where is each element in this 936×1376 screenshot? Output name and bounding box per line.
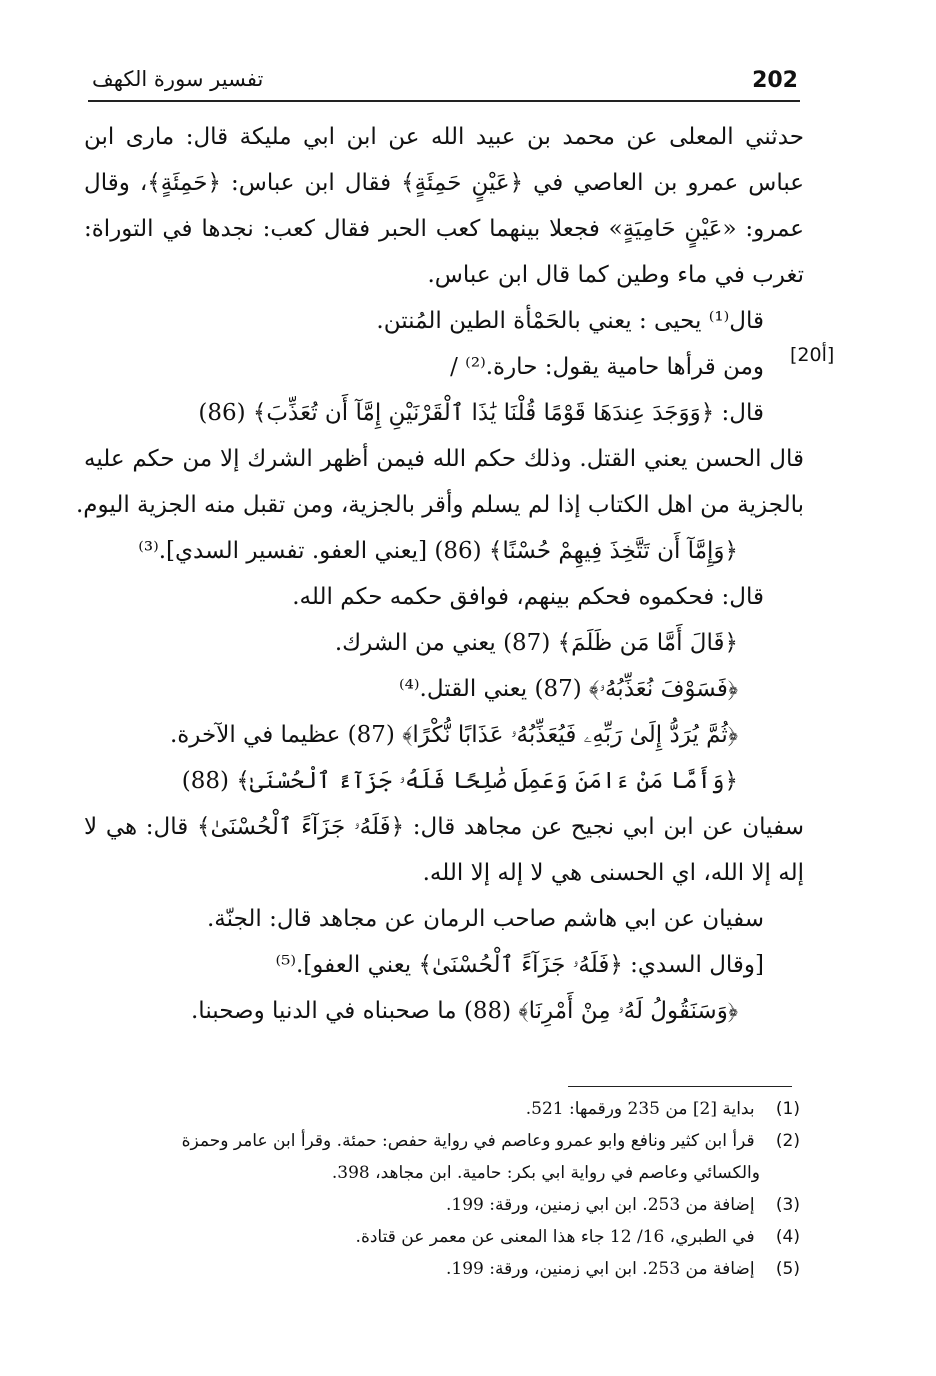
footnote-item [526,1098,800,1120]
text-line: ومن قرأها حامية يقول: حارة.⁽²⁾ / [450,354,764,380]
text-line: عباس عمرو بن العاصي في ﴿عَيْنٍ حَمِئَةٍ﴾ فقال ابن عباس: ﴿حَمِئَةٍ﴾، وقال [84,170,804,196]
footnote-item [446,1258,800,1280]
text-line: تغرب في ماء وطين كما قال ابن عباس. [427,262,804,288]
footnote-number: (1) [775,1099,800,1119]
text-line: قال الحسن يعني القتل. وذلك حكم الله فيمن أظهر الشرك إلا من حكم عليه [84,446,804,472]
footnote-divider [568,1086,792,1087]
footnote-number: (2) [775,1131,800,1151]
page-header [88,64,800,102]
footnote-item [356,1226,800,1248]
margin-folio-note: [20أ] [790,344,835,366]
running-head: تفسير سورة الكهف [92,67,264,91]
footnote-text: في الطبري، 16/ 12 جاء هذا المعنى عن معمر عن قتادة. [355,1227,755,1247]
footnote-number: (4) [775,1227,800,1247]
text-line: [وقال السدي: ﴿فَلَهُۥ جَزَآءً ٱلْحُسْنَىٰ﴾ يعني العفو].⁽⁵⁾ [275,952,764,978]
footnote-text: بداية [2] من 235 ورقمها: 521. [525,1099,755,1119]
quran-verse-line: ﴿قَالَ أَمَّا مَن ظَلَمَ﴾ (87) يعني من الشرك. [334,630,738,656]
footnote-item [182,1130,800,1152]
text-line: إله إلا الله، اي الحسنى هي لا إله إلا الله. [422,860,804,886]
text-line: بالجزية من اهل الكتاب إذا لم يسلم وأقر بالجزية، ومن تقبل منه الجزية اليوم. [75,492,804,518]
quran-verse-line: ﴿فَسَوْفَ نُعَذِّبُهُۥ﴾ (87) يعني القتل.⁽⁴⁾ [399,676,738,702]
text-line: حدثني المعلى عن محمد بن عبيد الله عن ابن ابي مليكة قال: مارى ابن [84,124,804,150]
quran-verse-line: ﴿وَإِمَّآ أَن تَتَّخِذَ فِيهِمْ حُسْنًا﴾ (86) [يعني العفو. تفسير السدي].⁽³⁾ [138,538,738,564]
quran-verse-line: ﴿ثُمَّ يُرَدُّ إِلَىٰ رَبِّهِۦ فَيُعَذِّبُهُۥ عَذَابًا نُّكْرًا﴾ (87) عظيما في الآخرة. [169,722,738,748]
quran-verse-line: قال: ﴿وَوَجَدَ عِندَهَا قَوْمًا قُلْنَا يَٰذَا ٱلْقَرْنَيْنِ إِمَّآ أَن تُعَذِّبَ﴾ (86) [198,400,764,426]
text-line: سفيان عن ابن ابي نجيح عن مجاهد قال: ﴿فَلَهُۥ جَزَآءً ٱلْحُسْنَىٰ﴾ قال: هي لا [84,814,804,840]
quran-verse-line: ﴿وَأَمَّا مَنْ ءَامَنَ وَعَمِلَ صَٰلِحًا فَلَهُۥ جَزَآءً ٱلْحُسْنَىٰ﴾ (88) [181,768,738,794]
text-line: قال⁽¹⁾ يحيى : يعني بالحَمْأة الطين المُنتن. [376,308,764,334]
text-line: سفيان عن ابي هاشم صاحب الرمان عن مجاهد قال: الجنّة. [207,906,764,932]
quran-verse-line: ﴿وَسَنَقُولُ لَهُۥ مِنْ أَمْرِنَا﴾ (88) ما صحبناه في الدنيا وصحبنا. [191,998,738,1024]
footnote-text: إضافة من 253. ابن ابي زمنين، ورقة: 199. [446,1195,755,1215]
footnote-number: (3) [775,1195,800,1215]
footnote-text: إضافة من 253. ابن ابي زمنين، ورقة: 199. [446,1259,755,1279]
footnote-text-continued: والكسائي وعاصم في رواية ابي بكر: حامية. ابن مجاهد، 398. [331,1163,760,1183]
footnote-number: (5) [775,1259,800,1279]
footnote-item [446,1194,800,1216]
text-line: قال: فحكموه فحكم بينهم، فوافق حكمه حكم الله. [292,584,764,610]
page-number: 202 [752,68,798,93]
text-line: عمرو: «عَيْنٍ حَامِيَةٍ» فجعلا بينهما كعب الحبر فقال كعب: نجدها في التوراة: [84,216,804,242]
footnote-text: قرأ ابن كثير ونافع وابو عمرو وعاصم في رواية حفص: حمئة. وقرأ ابن عامر وحمزة [181,1131,755,1151]
